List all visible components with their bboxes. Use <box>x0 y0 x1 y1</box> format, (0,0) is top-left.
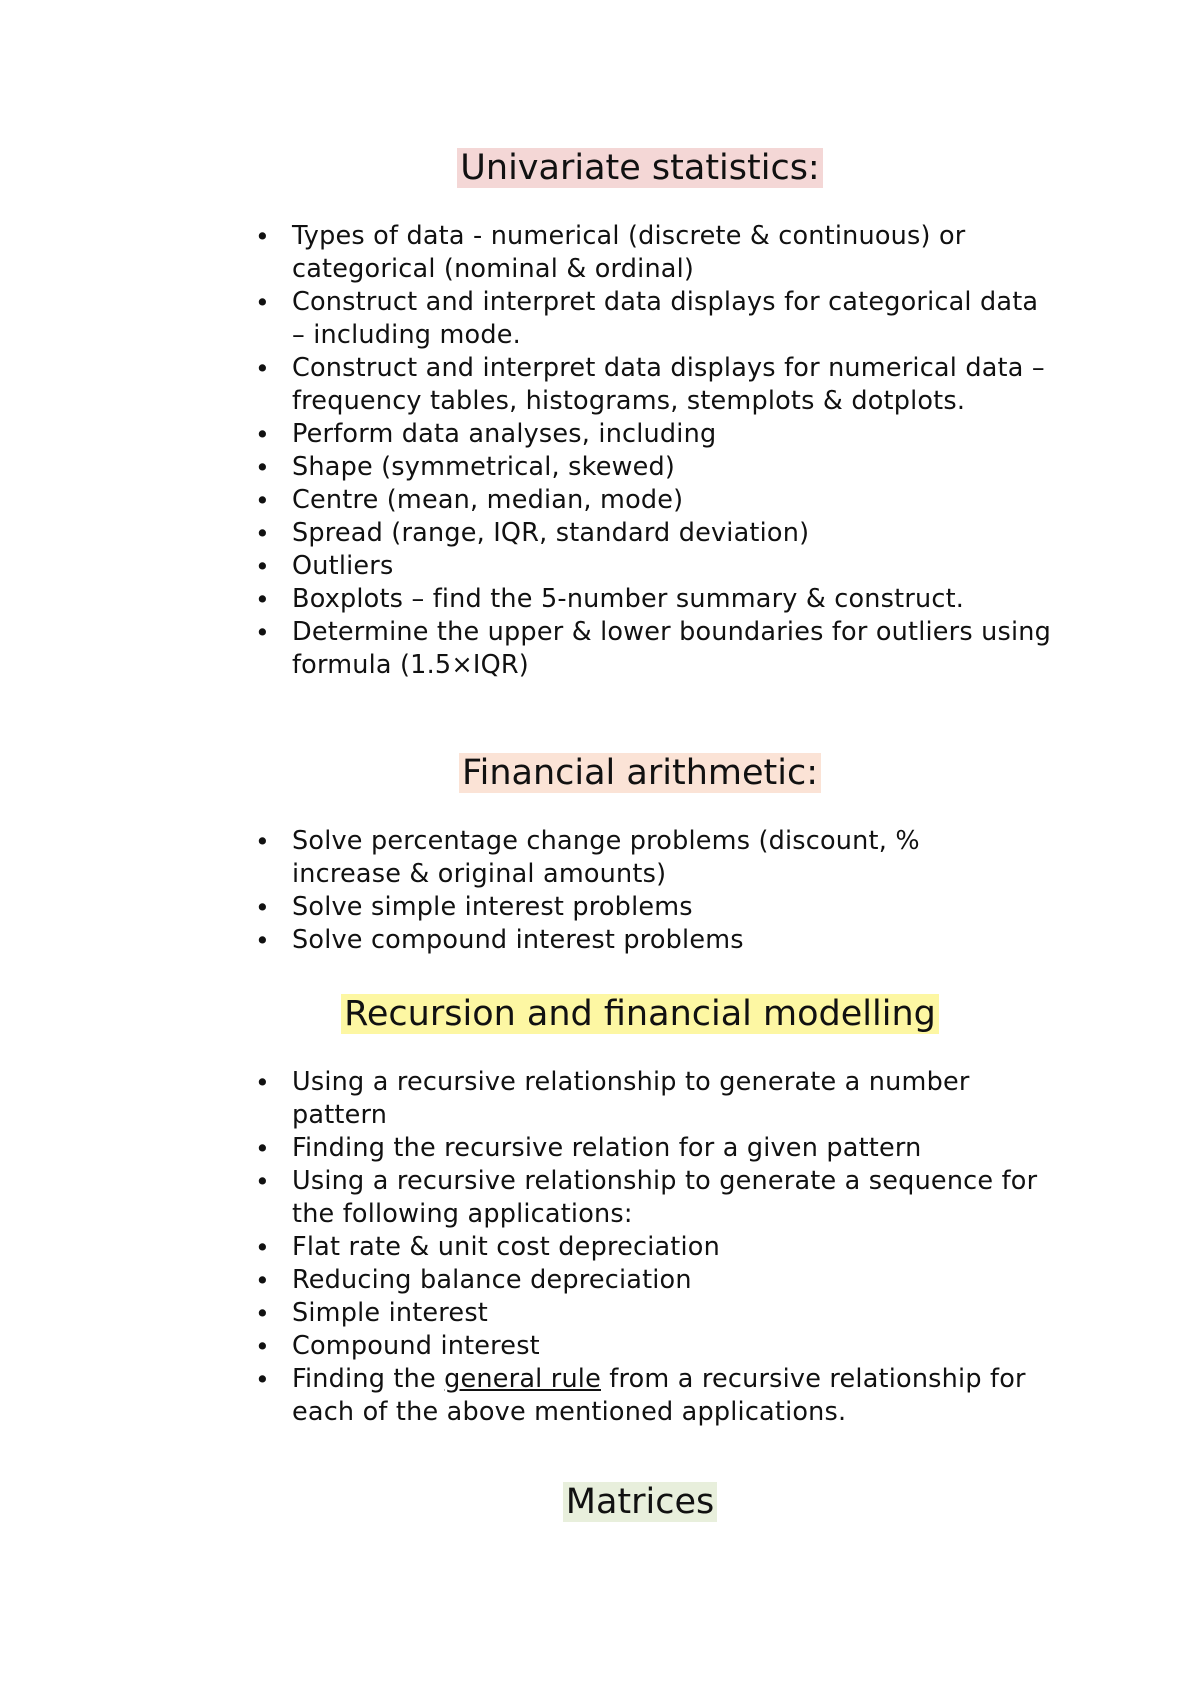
bullet-icon: • <box>255 222 270 251</box>
list-item: • Solve compound interest problems <box>255 925 744 955</box>
list-item: • Using a recursive relationship to generate a sequence for the following applications: <box>255 1166 1038 1229</box>
bullet-icon: • <box>255 453 270 482</box>
section-heading-matrices <box>0 1480 1200 1524</box>
bullet-icon: • <box>255 1134 270 1163</box>
list-item: • Finding the recursive relation for a given pattern <box>255 1133 922 1163</box>
bullet-icon: • <box>255 1233 270 1262</box>
bullet-icon: • <box>255 420 270 449</box>
bullet-icon: • <box>255 1299 270 1328</box>
bullet-icon: • <box>255 926 270 955</box>
bullet-icon: • <box>255 585 270 614</box>
section-heading-financial-arithmetic <box>0 751 1200 795</box>
list-item: • Determine the upper & lower boundaries for outliers using formula (1.5×IQR) <box>255 617 1052 680</box>
list-item: • Reducing balance depreciation <box>255 1265 692 1295</box>
list-item: • Perform data analyses, including <box>255 419 717 449</box>
section-heading-recursion <box>0 992 1200 1036</box>
bullet-icon: • <box>255 354 270 383</box>
bullet-icon: • <box>255 288 270 317</box>
list-item: • Simple interest <box>255 1298 489 1328</box>
heading-highlight: Financial arithmetic: <box>459 753 821 793</box>
bullet-icon: • <box>255 618 270 647</box>
bullet-icon: • <box>255 1365 270 1394</box>
bullet-icon: • <box>255 1167 270 1196</box>
list-item: • Outliers <box>255 551 394 581</box>
bullet-icon: • <box>255 1068 270 1097</box>
list-item: • Flat rate & unit cost depreciation <box>255 1232 720 1262</box>
bullet-icon: • <box>255 1332 270 1361</box>
list-item: • Using a recursive relationship to generate a number pattern <box>255 1067 970 1130</box>
univariate-statistics-list <box>0 220 1120 682</box>
list-item: • Solve simple interest problems <box>255 892 693 922</box>
financial-arithmetic-list <box>0 825 1120 957</box>
list-item: • Solve percentage change problems (discount, % increase & original amounts) <box>255 826 920 889</box>
list-item: • Centre (mean, median, mode) <box>255 485 684 515</box>
bullet-icon: • <box>255 1266 270 1295</box>
bullet-icon: • <box>255 552 270 581</box>
list-item: • Finding the general rule from a recursive relationship for each of the above mentioned applications. <box>255 1364 1026 1427</box>
list-item: • Shape (symmetrical, skewed) <box>255 452 676 482</box>
general-rule-underlined: general rule <box>444 1364 601 1394</box>
list-item: • Types of data - numerical (discrete & continuous) or categorical (nominal & ordinal) <box>255 221 966 284</box>
heading-highlight: Matrices <box>563 1482 718 1522</box>
list-item: • Compound interest <box>255 1331 540 1361</box>
list-item: • Construct and interpret data displays for categorical data – including mode. <box>255 287 1039 350</box>
section-heading-univariate-statistics <box>0 146 1200 190</box>
heading-highlight: Recursion and financial modelling <box>341 994 939 1034</box>
bullet-icon: • <box>255 827 270 856</box>
list-item: • Boxplots – find the 5-number summary & construct. <box>255 584 965 614</box>
bullet-icon: • <box>255 519 270 548</box>
bullet-icon: • <box>255 486 270 515</box>
bullet-icon: • <box>255 893 270 922</box>
list-item: • Spread (range, IQR, standard deviation) <box>255 518 810 548</box>
list-item: • Construct and interpret data displays for numerical data – frequency tables, histograms, stemplots & dotplots. <box>255 353 1045 416</box>
recursion-list <box>0 1066 1120 1429</box>
heading-highlight: Univariate statistics: <box>457 148 822 188</box>
